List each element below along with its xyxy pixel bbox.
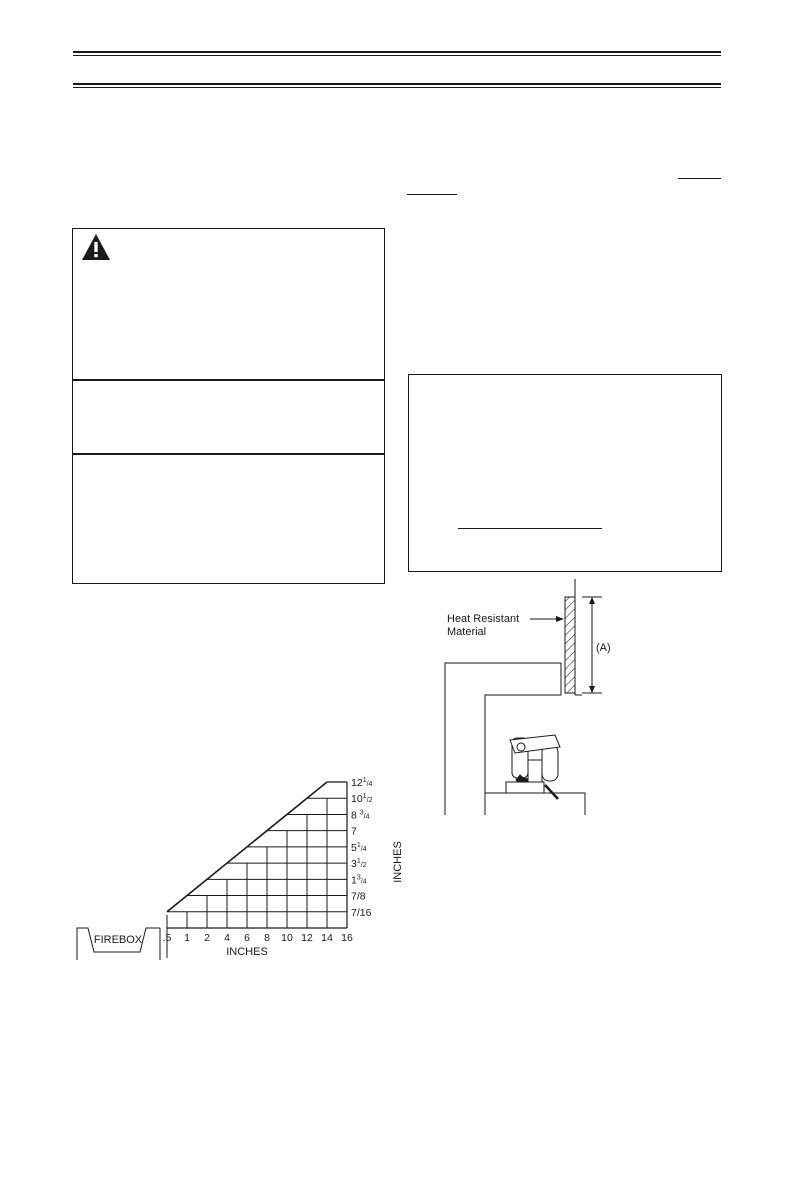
- y-tick-label: $5^1_{/4}$: [351, 841, 367, 854]
- warning-divider-2: [73, 453, 384, 455]
- x-tick-label: 2: [204, 932, 210, 944]
- y-tick-label: 8 $^3_{/4}$: [351, 809, 370, 822]
- y-tick-label: $10^1_{/2}$: [351, 793, 373, 806]
- chart-x-ticks: [163, 932, 353, 944]
- x-tick-label: 12: [301, 932, 313, 944]
- header-rule-bottom: [73, 83, 721, 85]
- x-tick-label: 16: [341, 932, 353, 944]
- x-tick-label: 8: [264, 932, 270, 944]
- heat-resistant-label-line2: Material: [447, 626, 487, 638]
- underline-mark-2: [407, 194, 457, 195]
- dimension-arrow-bottom: [589, 686, 595, 693]
- y-tick-label: 7: [351, 825, 357, 838]
- warning-triangle-icon: [81, 233, 111, 261]
- heat-resistant-material: [565, 597, 575, 693]
- hearth-base: [485, 793, 585, 815]
- firebox-label: FIREBOX: [93, 934, 143, 946]
- x-tick-label: .5: [162, 932, 172, 944]
- header-rule-top: [73, 51, 721, 53]
- y-tick-label: 7/16: [351, 906, 372, 919]
- y-tick-label: $3^1_{/2}$: [351, 858, 367, 871]
- chart-y-ticks: [351, 777, 373, 919]
- x-tick-label: 1: [184, 932, 190, 944]
- dimension-arrow-top: [589, 597, 595, 604]
- y-axis-label: INCHES: [392, 841, 404, 883]
- mantel-diagram: [430, 575, 630, 825]
- heat-resistant-label-line1: Heat Resistant: [447, 613, 520, 625]
- clearance-chart: [70, 770, 420, 970]
- x-axis-label: INCHES: [226, 946, 268, 958]
- dimension-label: (A): [596, 642, 611, 654]
- warning-box: [72, 228, 385, 584]
- y-tick-label: $12^1_{/4}$: [351, 777, 373, 789]
- header-rule-top-thin: [73, 55, 721, 56]
- x-tick-label: 14: [321, 932, 333, 944]
- y-tick-label: 7/8: [351, 890, 366, 903]
- warning-divider-1: [73, 379, 384, 381]
- label-arrow-head: [556, 616, 564, 622]
- x-tick-label: 4: [224, 932, 230, 944]
- note-underline: [458, 528, 602, 529]
- chart-grid: [167, 782, 347, 928]
- heater-unit: [506, 735, 560, 799]
- x-tick-label: 6: [244, 932, 250, 944]
- x-tick-label: 10: [281, 932, 293, 944]
- underline-mark-1: [678, 178, 721, 179]
- note-box: [408, 374, 722, 572]
- y-tick-label: $1^3_{/4}$: [351, 874, 367, 887]
- header-rule-bottom-thin: [73, 87, 721, 88]
